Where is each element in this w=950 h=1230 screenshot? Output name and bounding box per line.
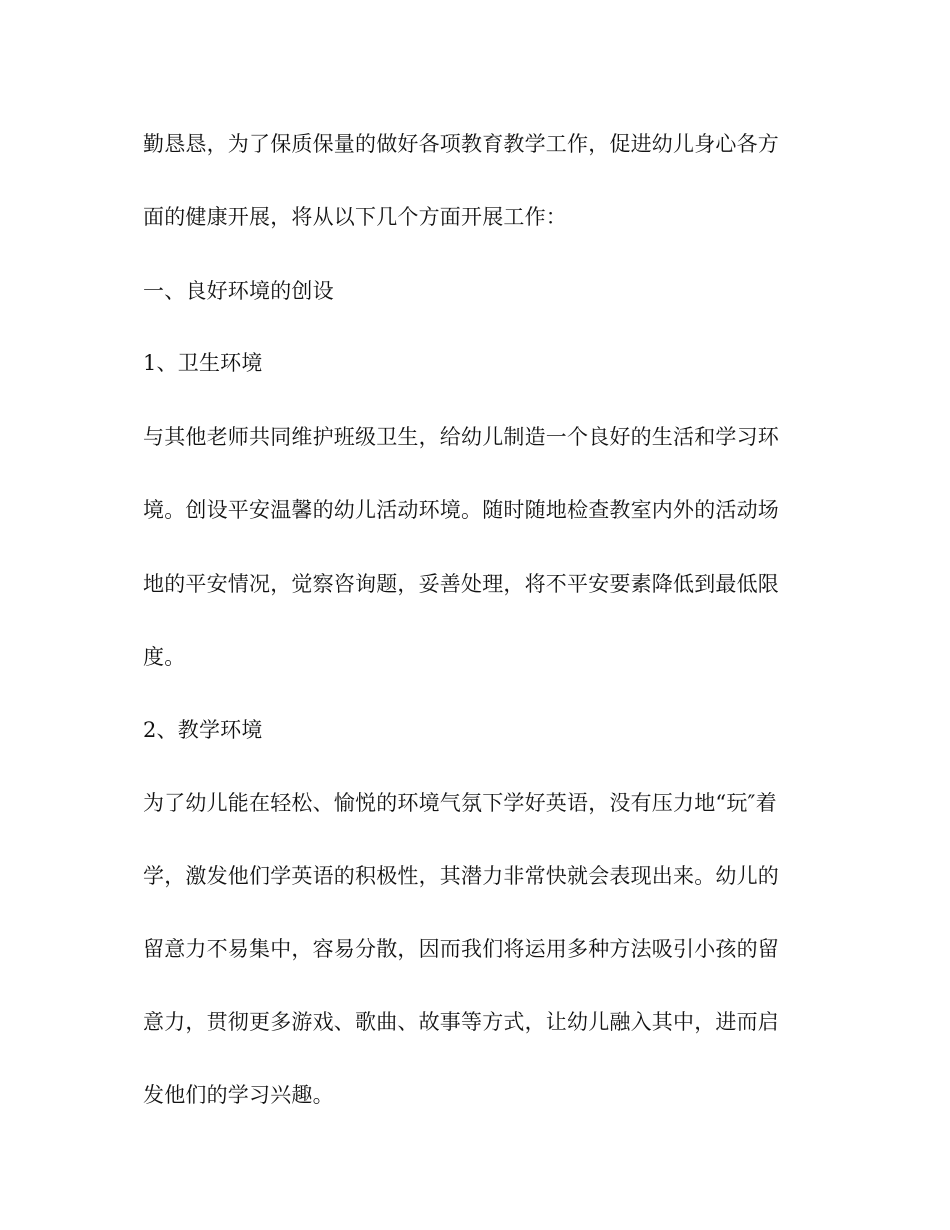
text-line: 地的平安情况，觉察咨询题，妥善处理，将不平安要素降低到最低限 (143, 572, 779, 596)
text-line: 学，激发他们学英语的积极性，其潜力非常快就会表现出来。幼儿的 (143, 864, 779, 888)
text-line: 为了幼儿能在轻松、愉悦的环境气氛下学好英语，没有压力地“玩″着 (143, 791, 777, 815)
text-line: 意力，贯彻更多游戏、歌曲、故事等方式，让幼儿融入其中，进而启 (143, 1010, 779, 1034)
subsection-heading: 1、卫生环境 (143, 351, 263, 375)
text-line: 面的健康开展，将从以下几个方面开展工作： (143, 205, 567, 229)
text-line: 留意力不易集中，容易分散，因而我们将运用多种方法吸引小孩的留 (143, 937, 779, 961)
text-line: 发他们的学习兴趣。 (143, 1083, 334, 1107)
section-heading: 一、良好环境的创设 (143, 279, 334, 303)
text-line: 勤恳恳，为了保质保量的做好各项教育教学工作，促进幼儿身心各方 (143, 132, 779, 156)
text-line: 境。创设平安温馨的幼儿活动环境。随时随地检查教室内外的活动场 (143, 498, 779, 522)
text-line: 度。 (143, 645, 186, 669)
subsection-heading: 2、教学环境 (143, 718, 263, 742)
text-line: 与其他老师共同维护班级卫生，给幼儿制造一个良好的生活和学习环 (143, 425, 779, 449)
